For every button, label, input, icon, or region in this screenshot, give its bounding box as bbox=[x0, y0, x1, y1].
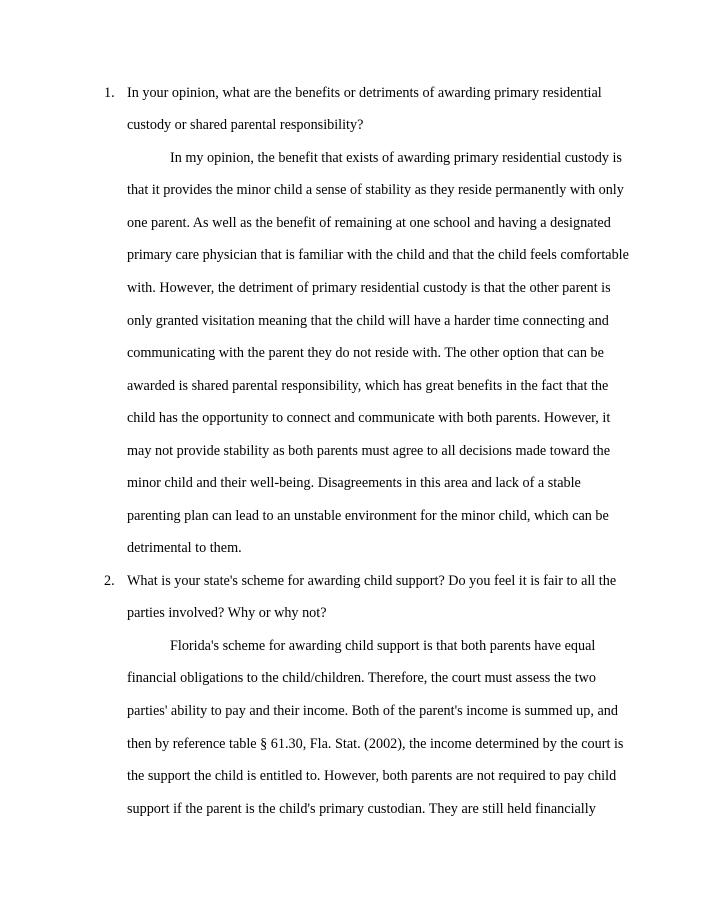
answer-line: detrimental to them. bbox=[127, 540, 242, 556]
answer-line: In my opinion, the benefit that exists of awarding primary residential custody is bbox=[170, 150, 622, 166]
question-line: parties involved? Why or why not? bbox=[127, 605, 327, 621]
answer-line: the support the child is entitled to. However, both parents are not required to pay child bbox=[127, 768, 617, 784]
answer-line: primary care physician that is familiar with the child and that the child feels comfortable bbox=[127, 247, 629, 263]
answer-line: support if the parent is the child's primary custodian. They are still held financially bbox=[127, 801, 596, 817]
answer-line: child has the opportunity to connect and communicate with both parents. However, it bbox=[127, 410, 611, 426]
question-number: 2. bbox=[104, 573, 115, 589]
answer-line: minor child and their well-being. Disagreements in this area and lack of a stable bbox=[127, 475, 581, 491]
answer-line: awarded is shared parental responsibility, which has great benefits in the fact that the bbox=[127, 378, 609, 394]
answer-line: communicating with the parent they do not reside with. The other option that can be bbox=[127, 345, 604, 361]
question-line: custody or shared parental responsibility? bbox=[127, 117, 364, 133]
answer-line: then by reference table § 61.30, Fla. Stat. (2002), the income determined by the court is bbox=[127, 736, 624, 752]
answer-line: financial obligations to the child/children. Therefore, the court must assess the two bbox=[127, 670, 596, 686]
question-line: What is your state's scheme for awarding child support? Do you feel it is fair to all the bbox=[127, 573, 617, 589]
question-line: In your opinion, what are the benefits or detriments of awarding primary residential bbox=[127, 85, 602, 101]
answer-line: parties' ability to pay and their income. Both of the parent's income is summed up, and bbox=[127, 703, 618, 719]
answer-line: may not provide stability as both parents must agree to all decisions made toward the bbox=[127, 443, 611, 459]
answer-line: with. However, the detriment of primary residential custody is that the other parent is bbox=[127, 280, 611, 296]
answer-line: Florida's scheme for awarding child support is that both parents have equal bbox=[170, 638, 596, 654]
answer-line: only granted visitation meaning that the child will have a harder time connecting and bbox=[127, 313, 609, 329]
answer-line: that it provides the minor child a sense of stability as they reside permanently with only bbox=[127, 182, 624, 198]
answer-line: one parent. As well as the benefit of remaining at one school and having a designated bbox=[127, 215, 611, 231]
answer-line: parenting plan can lead to an unstable environment for the minor child, which can be bbox=[127, 508, 609, 524]
question-number: 1. bbox=[104, 85, 115, 101]
